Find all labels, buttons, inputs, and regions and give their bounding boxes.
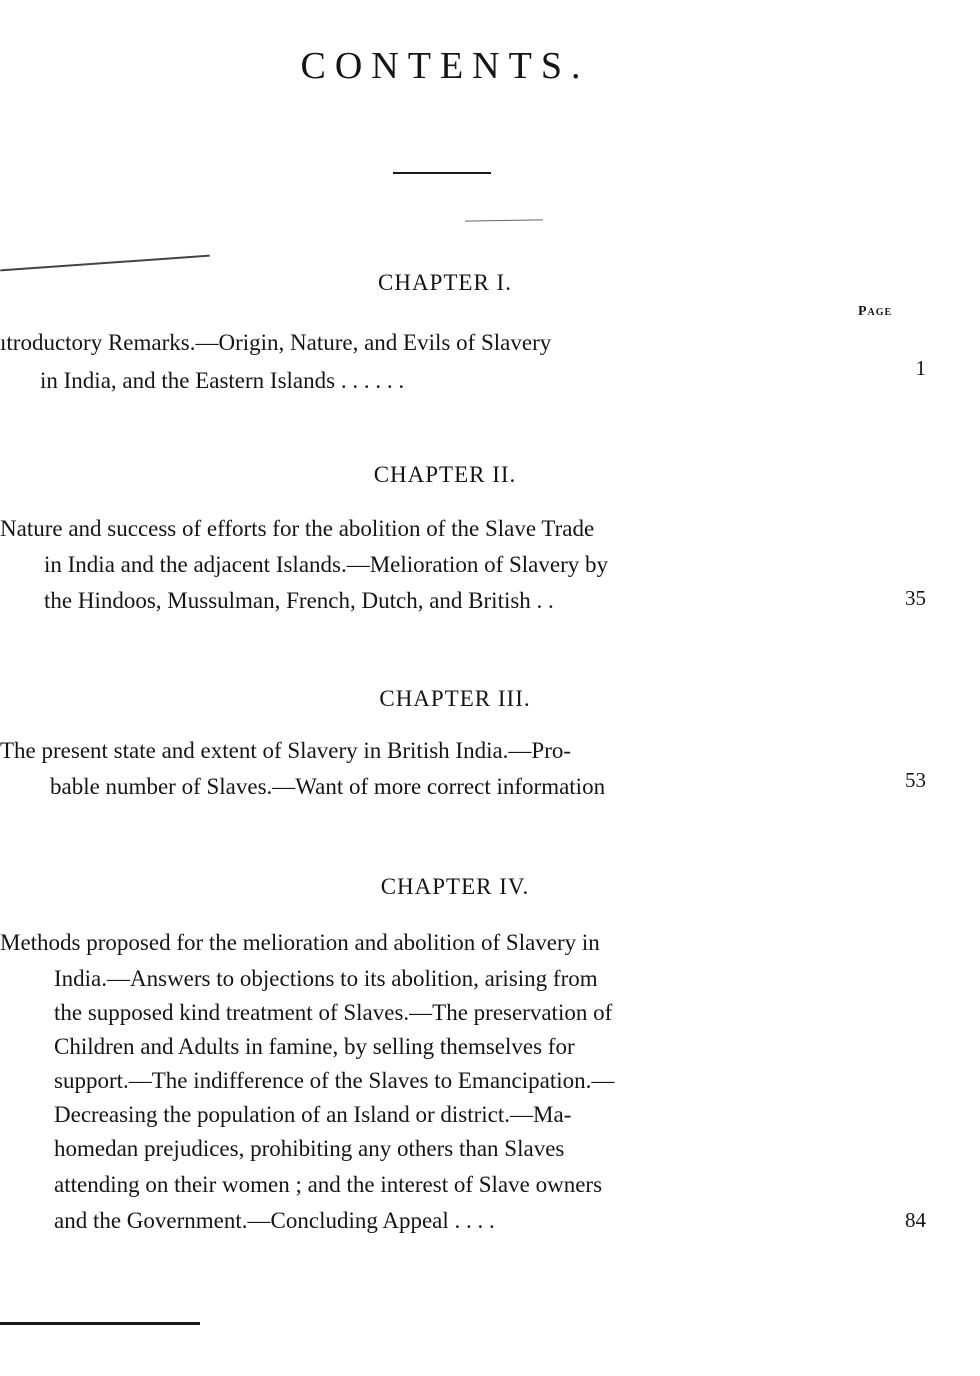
entry-line: the supposed kind treatment of Slaves.—The preservation of bbox=[54, 1000, 613, 1025]
entry-line: Nature and success of efforts for the abolition of the Slave Trade bbox=[0, 516, 595, 541]
entry-line: Decreasing the population of an Island or district.—Ma- bbox=[54, 1102, 572, 1127]
page-title: CONTENTS. bbox=[300, 45, 590, 87]
entry-line: in India and the adjacent Islands.—Melioration of Slavery by bbox=[44, 552, 608, 577]
chapter-heading: CHAPTER II. bbox=[373, 462, 517, 487]
chapter-heading: CHAPTER III. bbox=[379, 686, 531, 711]
entry-line: and the Government.—Concluding Appeal . . . . bbox=[54, 1208, 495, 1233]
page-number: 1 bbox=[915, 356, 926, 380]
page-number: 84 bbox=[905, 1208, 926, 1232]
page-number: 53 bbox=[905, 768, 926, 792]
scan-mark-rule bbox=[465, 219, 543, 221]
chapter-heading: CHAPTER I. bbox=[378, 270, 512, 295]
title-rule bbox=[393, 172, 491, 174]
entry-line: bable number of Slaves.—Want of more correct information bbox=[50, 774, 606, 799]
entry-line: Children and Adults in famine, by selling themselves for bbox=[54, 1034, 575, 1059]
entry-line: Methods proposed for the melioration and abolition of Slavery in bbox=[0, 930, 600, 955]
entry-line: the Hindoos, Mussulman, French, Dutch, and British . . bbox=[44, 588, 554, 613]
page-column-heading: Page bbox=[858, 304, 893, 319]
chapter-heading: CHAPTER IV. bbox=[380, 874, 530, 899]
entry-line: support.—The indifference of the Slaves to Emancipation.— bbox=[54, 1068, 615, 1093]
entry-line: homedan prejudices, prohibiting any others than Slaves bbox=[54, 1136, 565, 1161]
page-number: 35 bbox=[905, 586, 926, 610]
entry-line: India.—Answers to objections to its abolition, arising from bbox=[54, 966, 598, 991]
entry-line: in India, and the Eastern Islands . . . . . . bbox=[40, 368, 405, 393]
entry-line: attending on their women ; and the interest of Slave owners bbox=[54, 1172, 603, 1197]
scan-mark-rule bbox=[0, 255, 210, 271]
entry-line: ıtroductory Remarks.—Origin, Nature, and Evils of Slavery bbox=[0, 330, 552, 355]
bottom-rule bbox=[0, 1322, 200, 1325]
entry-line: The present state and extent of Slavery in British India.—Pro- bbox=[0, 738, 572, 763]
